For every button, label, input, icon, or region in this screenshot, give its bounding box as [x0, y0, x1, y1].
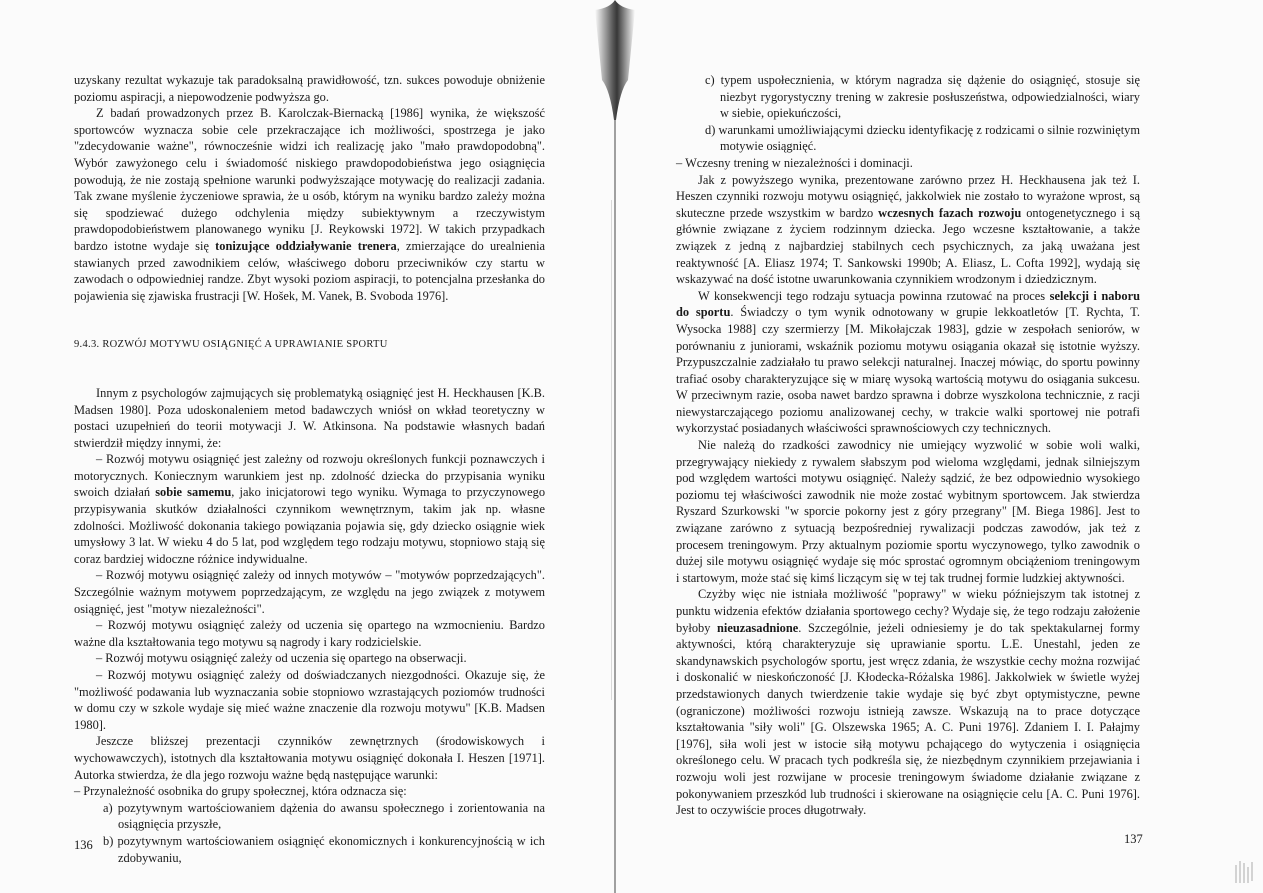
- paragraph-selection: [676, 288, 1140, 437]
- paragraph-intro: Innym z psychologów zajmujących się problematyką osiągnięć jest H. Heckhausen [K.B. Madsen 1980]. Poza udoskonaleniem metod badawczych wniósł on wkład teoretyczny w postaci uzupełnień do teorii motywacji J. W. Atkinsona. Na podstawie własnych badań stwierdził między innymi, że:: [74, 385, 545, 450]
- paragraph-text: . Świadczy o tym wynik odnotowany w grupie lekkoatletów [T. Rychta, T. Wysocka 1988] czy szermierzy [M. Mikołajczak 1983], gdzie w zespołach seniorów, w porównaniu z juniorami, wskaźnik poziomu motywu osiągania okazał się istotnie wyższy. Przypuszczalnie zadziałało tu prawo selekcji naturalnej. Inaczej mówiąc, do sportu powinny trafiać osoby charakteryzujące się w miarę wysoką wartością motywu do osiągania sukcesu. W przeciwnym razie, osoba nawet bardzo sprawna i dobrze wyszkolona technicznie, z racji niewystarczającego poziomu analizowanej cechy, w trakcie walki sportowej nie potrafi wykorzystać posiadanych właściwości sprawnościowych czy technicznych.: [676, 305, 1141, 436]
- list-item-c: c) typem uspołecznienia, w którym nagradza się dążenie do osiągnięć, stosuje się niezbyt rygorystyczny trening w zakresie posłuszeństwa, odpowiedzialności, wiary w siebie, opiekuńczości,: [705, 73, 1140, 121]
- right-page: [632, 0, 1263, 893]
- left-page: [0, 0, 600, 893]
- paragraph-text: . Szczególnie, jeżeli odniesiemy je do tak spektakularnej formy aktywności, którą charakteryzuje się uprawianie sportu. L.E. Unestahl, jeden ze skandynawskich psychologów sportu, jest wręcz zdania, że wszystkie cechy można rozwijać i doskonalić w nieskończoność [J. Kłodecka-Różalska 1986]. Jakkolwiek w świetle wyżej przedstawionych danych twierdzenie takie wydaje się być zbyt optymistyczne, pewne (ograniczone) możliwości rozwoju istnieją zawsze. Wskazują na to prace dotyczące kształtowania "siły woli" [G. Olszewska 1965; A. C. Puni 1976]. Zdaniem I. I. Pałajmy [1976], siła woli jest w istocie siłą motywu pchającego do wytyczenia i osiągnięcia określonego celu. W pracach tych podkreśla się, że niezbędnym czynnikiem przejawiania i rozwoju woli jest rozwijane w procesie treningowym świadome działanie związane z pokonywaniem przeszkód lub trudności i skierowane na osiągnięcie celu [A. C. Puni 1976]. Jest to oczywiście proces długotrwały.: [676, 620, 1140, 818]
- paragraph-karolczak: [74, 105, 545, 304]
- paragraph-text: Z badań prowadzonych przez B. Karolczak-Biernacką [1986] wynika, że większość sportowców wyznacza sobie cele przekraczające ich możliwości, spostrzega je jako "zdecydowanie ważne", równocześnie widzi ich realizację jako "mało prawdopodobną". Wybór zawyżonego celu i świadomość niskiego prawdopodobieństwa jego osiągnięcia powodują, że nie zostają spełnione warunki podwyższające motywację do realizacji zadania. Tak zwane myślenie życzeniowe sprawia, że u osób, którym na wyniku bardzo zależy można się spodziewać dużego odchylenia między subiektywnym a rzeczywistym prawdopodobieństwem planowanego wyniku [J. Reykowski 1972]. W takich przypadkach bardzo istotne wydaje się: [74, 106, 545, 253]
- emphasis-text: wczesnych fazach rozwoju: [878, 205, 1022, 220]
- paragraph-text: – Rozwój motywu osiągnięć jest zależny od rozwoju określonych funkcji poznawczych i motorycznych. Koniecznym warunkiem jest np. zdolność dziecka do przypisania wyniku swoich działań: [74, 452, 545, 500]
- paragraph-will-to-fight: Nie należą do rzadkości zawodnicy nie umiejący wyzwolić w sobie woli walki, przegrywający niekiedy z rywalem słabszym pod wieloma względami, jednak silniejszym pod względem wartości motywu osiągnięć. Należy sądzić, że bez odpowiednio wysokiego poziomu tej właściwości zawodnik nie może zostać wybitnym sportowcem. Jak stwierdza Ryszard Szurkowski "w sporcie pokorny jest z góry przegrany" [M. Biega 1986]. Jest to związane zarówno z sytuacją bezpośredniej rywalizacji podczas zawodów, jak też z procesem treningowym. Przy aktualnym poziomie sportu wyczynowego, tylko zawodnik o dużej sile motywu osiągnięć wydaje się móc sprostać ogromnym obciążeniom treningowym i startowym, może stać się kimś liczącym się w tej tak trudnej formie ludzkiej aktywności.: [676, 438, 1140, 585]
- page-number-left: 136: [74, 838, 93, 852]
- emphasis-text: selekcji i naboru do sportu: [676, 288, 1140, 320]
- paragraph-heckhausen-heszen: [676, 172, 1140, 288]
- scan-smudge: [1233, 859, 1255, 885]
- list-item-discrepancies: – Rozwój motywu osiągnięć zależy od doświadczanych niezgodności. Okazuje się, że "możliwość podawania lub wyznaczania sobie stopniowo wzrastających poziomów trudności w domu czy w szkole wydaje się mieć ważne znaczenie dla rozwoju motywu" [K.B. Madsen 1980].: [74, 668, 545, 732]
- list-item-preceding-motives: – Rozwój motywu osiągnięć zależy od innych motywów – "motywów poprzedzających". Szczególnie ważnym motywem poprzedzającym, ze względu na jego związek z motywem osiągnięć, jest "motyw niezależności".: [74, 568, 545, 616]
- left-page-text-column: [74, 72, 545, 866]
- emphasis-text: nieuzasadnione: [717, 620, 799, 635]
- paragraph-text: Czyżby więc nie istniała możliwość "poprawy" w wieku późniejszym tak istotnej z punktu widzenia efektów działania sportowego cechy? Wydaje się, że tego rodzaju założenie byłoby: [676, 587, 1140, 635]
- list-item-cognitive: [74, 451, 545, 567]
- emphasis-text: tonizujące oddziaływanie trenera: [215, 238, 397, 253]
- list-item-d: d) warunkami umożliwiającymi dziecku identyfikację z rodzicami o silnie rozwiniętym motywie osiągnięć.: [705, 122, 1140, 154]
- list-item-reinforcement: – Rozwój motywu osiągnięć zależy od uczenia się opartego na wzmocnieniu. Bardzo ważne dla kształtowania tego motywu są nagrody i kary rodzicielskie.: [74, 618, 545, 649]
- section-heading: 9.4.3. ROZWÓJ MOTYWU OSIĄGNIĘĆ A UPRAWIANIE SPORTU: [74, 339, 388, 351]
- list-item-b: b) pozytywnym wartościowaniem osiągnięć ekonomicznych i konkurencyjnością w ich zdobywaniu,: [103, 833, 545, 865]
- paragraph-text: Jak z powyższego wynika, prezentowane zarówno przez H. Heckhausena jak też I. Heszen czynniki rozwoju motywu osiągnięć, jakkolwiek nie zostało to wyrażone wprost, są skuteczne przede wszystkim w bardzo: [676, 172, 1140, 220]
- paragraph-continuation: uzyskany rezultat wykazuje tak paradoksalną prawidłowość, tzn. sukces powoduje obniżenie poziomu aspiracji, a niepowodzenie podwyższa go.: [74, 73, 545, 104]
- paragraph-text: W konsekwencji tego rodzaju sytuacja powinna rzutować na proces: [698, 288, 1050, 303]
- page-number-right: 137: [1124, 832, 1143, 846]
- paragraph-improvement: [676, 586, 1140, 818]
- list-item-a: a) pozytywnym wartościowaniem dążenia do awansu społecznego i zorientowania na osiągnięcia przyszłe,: [103, 800, 545, 832]
- list-item-group: – Przynależność osobnika do grupy społecznej, która odznacza się:: [74, 784, 407, 799]
- right-page-text-column: [676, 72, 1140, 819]
- paragraph-text: ontogenetycznego i są głównie związane z życiem rodzinnym dziecka. Jego wczesne kształtowanie, a także związek z jedną z najbardziej stabilnych cech psychicznych, za jaką uważana jest reaktywność [A. Eliasz 1974; T. Sankowski 1990b; A. Eliasz, L. Cofta 1992], wydają się wskazywać na dość istotne uwarunkowania czynnikiem wrodzonym i dziedzicznym.: [676, 205, 1140, 287]
- emphasis-text: sobie samemu: [155, 485, 232, 500]
- paragraph-text: , zmierzające do urealnienia stawianych przed zawodnikiem celów, właściwego doboru przeciwników czy startu w zawodach o odpowiedniej randze. Zbyt wysoki poziom aspiracji, to potencjalna przesłanka do pojawienia się zjawiska frustracji [W. Hošek, M. Vanek, B. Svoboda 1976].: [74, 238, 546, 303]
- paragraph-text: , jako inicjatorowi tego wyniku. Wymaga to przyczynowego przypisywania skutków działalności czynnikom wewnętrznym, takim jak np. własne zdolności. Możliwość dokonania takiego powiązania pojawia się, gdy dziecko osiągnie wiek umysłowy 3 lat. W wieku 4 do 5 lat, pod względem tego rodzaju motywu, stopniowo stają się coraz bardziej widoczne różnice indywidualne.: [74, 485, 546, 566]
- list-item-early-training: – Wczesny trening w niezależności i dominacji.: [676, 155, 913, 170]
- list-item-observation: – Rozwój motywu osiągnięć zależy od uczenia się opartego na obserwacji.: [96, 651, 467, 666]
- paragraph-heszen: Jeszcze bliższej prezentacji czynników zewnętrznych (środowiskowych i wychowawczych), istotnych dla kształtowania motywu osiągnięć dokonała I. Heszen [1971]. Autorka stwierdza, że dla jego rozwoju ważne będą następujące warunki:: [74, 734, 545, 782]
